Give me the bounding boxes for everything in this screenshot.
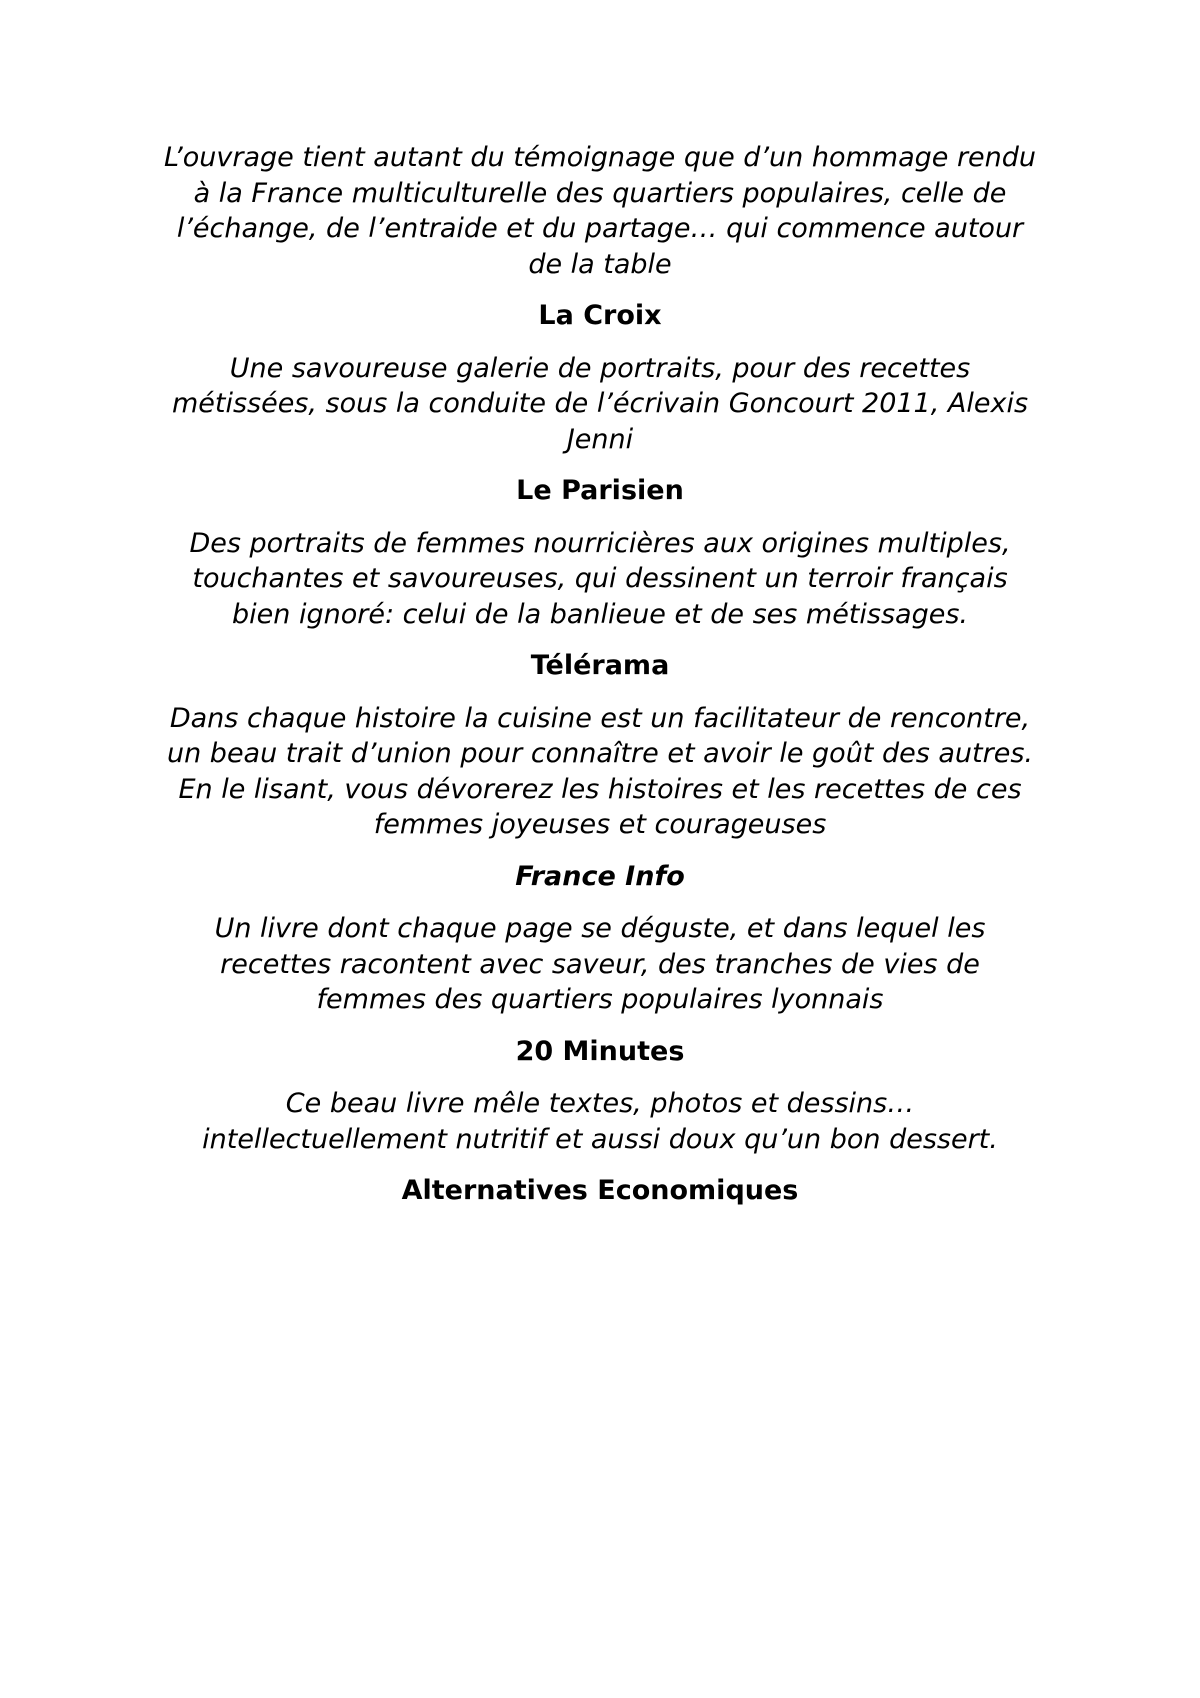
quote-line: Une savoureuse galerie de portraits, pour des recettes: [229, 352, 971, 384]
review-alternatives-economiques: [140, 1086, 1060, 1209]
quote-line: Un livre dont chaque page se déguste, et dans lequel les: [214, 913, 986, 944]
quote-line: intellectuellement nutritif et aussi doux qu’un bon dessert.: [202, 1123, 998, 1155]
review-quote: [140, 1086, 1060, 1157]
quote-line: Des portraits de femmes nourricières aux origines multiples,: [189, 527, 1011, 559]
review-quote: [140, 140, 1060, 282]
quote-line: recettes racontent avec saveur, des tranches de vies de: [220, 948, 980, 980]
review-source: La Croix: [538, 300, 662, 331]
quote-line: bien ignoré: celui de la banlieue et de ses métissages.: [232, 598, 968, 630]
review-quote: [140, 911, 1060, 1018]
review-quote: [140, 351, 1060, 458]
review-la-croix: [140, 140, 1060, 334]
quote-line: touchantes et savoureuses, qui dessinent un terroir français: [192, 563, 1008, 594]
quote-line: métissées, sous la conduite de l’écrivain Goncourt 2011, Alexis: [171, 388, 1029, 419]
quote-line: à la France multiculturelle des quartiers populaires, celle de: [193, 177, 1007, 209]
quote-line: En le lisant, vous dévorerez les histoires et les recettes de ces: [178, 773, 1022, 805]
review-telerama: [140, 526, 1060, 684]
review-source: France Info: [515, 860, 685, 892]
quote-line: un beau trait d’union pour connaître et avoir le goût des autres.: [167, 738, 1033, 769]
review-source: Alternatives Economiques: [401, 1175, 799, 1206]
review-20-minutes: [140, 911, 1060, 1069]
quote-line: Ce beau livre mêle textes, photos et dessins…: [285, 1088, 915, 1119]
quote-line: L’ouvrage tient autant du témoignage que d’un hommage rendu: [163, 142, 1037, 173]
quote-line: Jenni: [566, 423, 634, 455]
review-quote: [140, 701, 1060, 843]
review-source: 20 Minutes: [515, 1035, 685, 1067]
quote-line: Dans chaque histoire la cuisine est un facilitateur de rencontre,: [169, 702, 1031, 734]
quote-line: l’échange, de l’entraide et du partage… qui commence autour: [176, 213, 1024, 244]
quote-line: femmes joyeuses et courageuses: [373, 809, 827, 840]
review-source: Le Parisien: [516, 475, 684, 506]
review-source: Télérama: [530, 650, 670, 681]
review-quote: [140, 526, 1060, 633]
review-france-info: [140, 701, 1060, 895]
quote-line: femmes des quartiers populaires lyonnais: [316, 984, 884, 1015]
press-reviews: [140, 140, 1060, 1226]
quote-line: de la table: [528, 248, 672, 280]
review-le-parisien: [140, 351, 1060, 509]
